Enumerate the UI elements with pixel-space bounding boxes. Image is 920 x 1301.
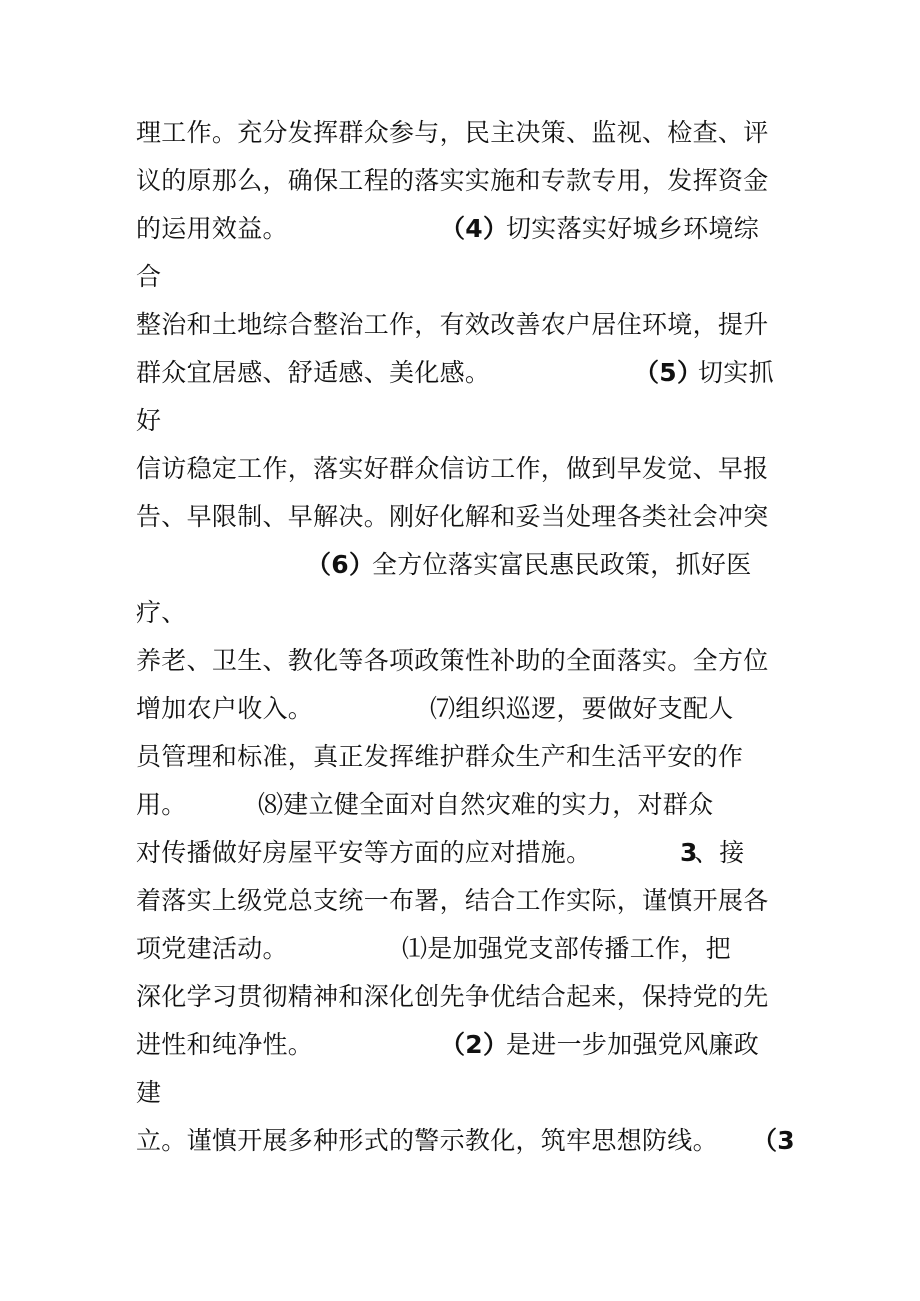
text-line-15b: ⑻建立健全面对自然灾难的实力，对群众 (258, 790, 714, 819)
text-line-20b: 是进一步加强党风廉政 (506, 1030, 760, 1059)
text-line-19: 深化学习贯彻精神和深化创先争优结合起来，保持党的先 (136, 982, 769, 1011)
item-number-2: （2） (440, 1030, 509, 1059)
text-line-7: 好 (136, 406, 162, 435)
text-line-12: 养老、卫生、教化等各项政策性补助的全面落实。全方位 (136, 646, 769, 675)
text-line-18: 项党建活动。 (136, 934, 288, 963)
text-line-8: 信访稳定工作，落实好群众信访工作，做到早发觉、早报 (136, 454, 769, 483)
text-line-18b: ⑴是加强党支部传播工作，把 (402, 934, 731, 963)
text-line-1: 理工作。充分发挥群众参与，民主决策、监视、检查、评 (136, 118, 769, 147)
text-line-4: 合 (136, 262, 162, 291)
text-line-10: 全方位落实富民惠民政策，抓好医 (372, 550, 752, 579)
text-line-3b: 切实落实好城乡环境综 (506, 214, 760, 243)
text-line-13b: ⑺组织巡逻，要做好支配人 (430, 694, 734, 723)
item-number-4: （4） (440, 214, 509, 243)
item-number-6: （6） (306, 550, 375, 579)
text-line-13: 增加农户收入。 (136, 694, 314, 723)
text-line-21: 建 (136, 1078, 162, 1107)
text-line-3: 的运用效益。 (136, 214, 288, 243)
text-line-5: 整治和土地综合整治工作，有效改善农户居住环境，提升 (136, 310, 769, 339)
item-number-5: （5） (634, 358, 703, 387)
text-line-14: 员管理和标准，真正发挥维护群众生产和生活平安的作 (136, 742, 744, 771)
text-line-15: 用。 (136, 790, 187, 819)
text-line-16: 对传播做好房屋平安等方面的应对措施。 (136, 838, 592, 867)
text-line-6: 群众宜居感、舒适感、美化感。 (136, 358, 491, 387)
text-line-6b: 切实抓 (698, 358, 774, 387)
text-line-22: 立。谨慎开展多种形式的警示教化，筑牢思想防线。 (136, 1126, 718, 1155)
text-line-11: 疗、 (136, 598, 187, 627)
text-line-9: 告、早限制、早解决。刚好化解和妥当处理各类社会冲突 (136, 502, 769, 531)
text-line-16b: 、接 (694, 838, 745, 867)
text-line-2: 议的原那么，确保工程的落实实施和专款专用，发挥资金 (136, 166, 769, 195)
item-number-3: （3 (752, 1126, 795, 1155)
text-line-20: 进性和纯净性。 (136, 1030, 314, 1059)
section-number-3: 3 (680, 838, 698, 867)
text-line-17: 着落实上级党总支统一布署，结合工作实际，谨慎开展各 (136, 886, 769, 915)
